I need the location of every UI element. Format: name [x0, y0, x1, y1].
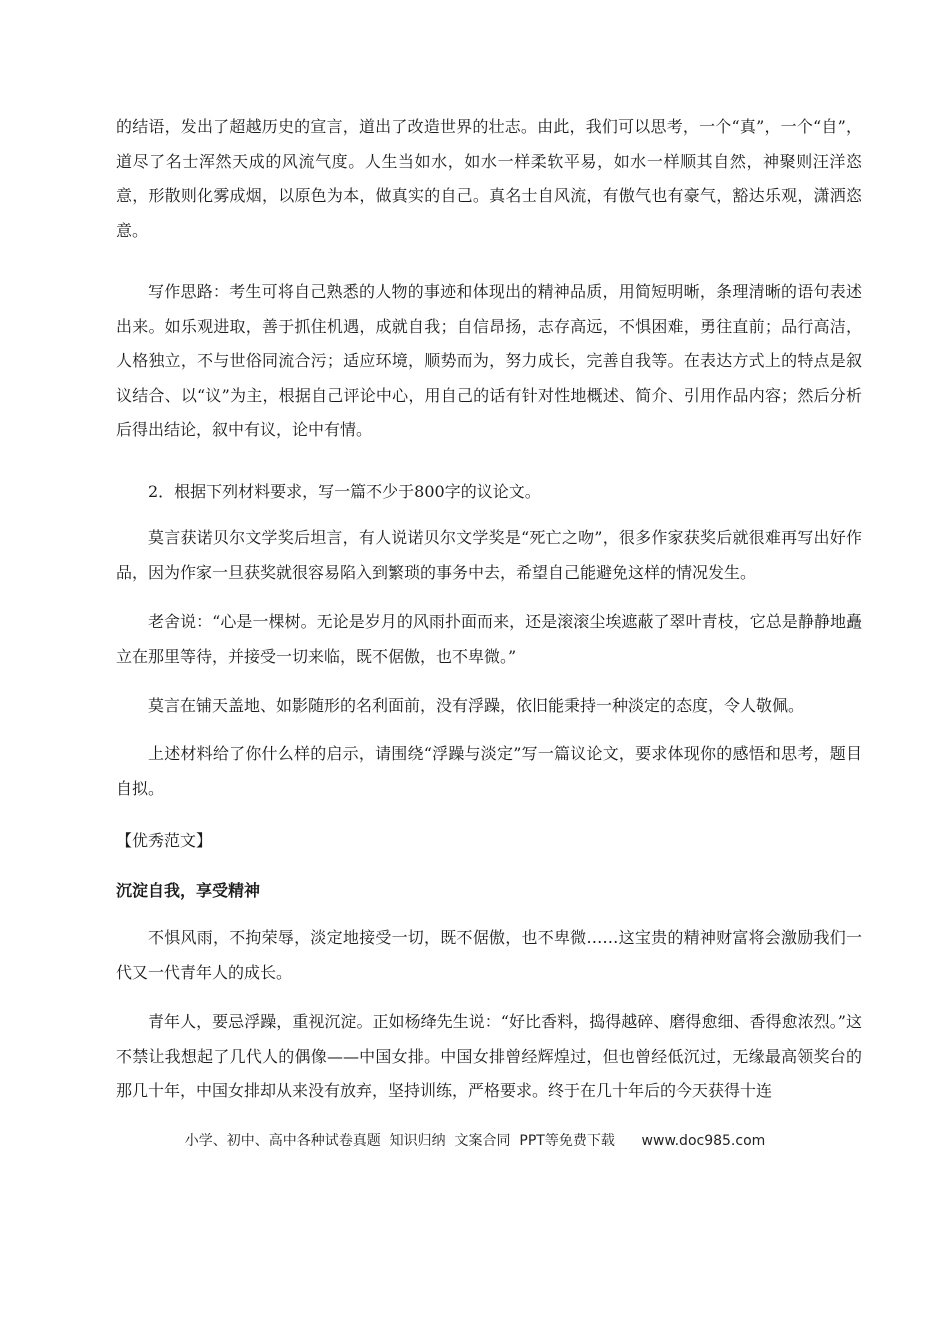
section-heading-excellent-essay: 【优秀范文】 [116, 831, 213, 850]
writing-requirement: 上述材料给了你什么样的启示，请围绕“浮躁与淡定”写一篇议论文，要求体现你的感悟和思考，题目自拟。 [116, 744, 862, 798]
paragraph-writing-approach: 写作思路：考生可将自己熟悉的人物的事迹和体现出的精神品质，用简短明晰，条理清晰的语句表述出来。如乐观进取，善于抓住机遇，成就自我；自信昂扬，志存高远，不惧困难，勇往直前；品行高洁，人格独立，不与世俗同流合污；适应环境，顺势而为，努力成长，完善自我等。在表达方式上的特点是叙议结合、以“议”为主，根据自己评论中心，用自己的话有针对性地概述、简介、引用作品内容；然后分析后得出结论，叙中有议，论中有情。 [116, 282, 862, 439]
material-moyan-attitude: 莫言在铺天盖地、如影随形的名利面前，没有浮躁，依旧能秉持一种淡定的态度，令人敬佩。 [148, 696, 805, 715]
essay-paragraph-1: 不惧风雨，不拘荣辱，淡定地接受一切，既不倨傲，也不卑微……这宝贵的精神财富将会激励我们一代又一代青年人的成长。 [116, 928, 862, 982]
page-footer: 小学、初中、高中各种试卷真题 知识归纳 文案合同 PPT等免费下载 www.doc985.com [184, 1133, 766, 1149]
paragraph-continuation: 的结语，发出了超越历史的宣言，道出了改造世界的壮志。由此，我们可以思考，一个“真”，一个“自”，道尽了名士浑然天成的风流气度。人生当如水，如水一样柔软平易，如水一样顺其自然，神聚则汪洋恣意，形散则化雾成烟，以原色为本，做真实的自己。真名士自风流，有傲气也有豪气，豁达乐观，潇洒恣意。 [116, 117, 862, 240]
material-moyan: 莫言获诺贝尔文学奖后坦言，有人说诺贝尔文学奖是“死亡之吻”，很多作家获奖后就很难再写出好作品，因为作家一旦获奖就很容易陷入到繁琐的事务中去，希望自己能避免这样的情况发生。 [116, 528, 862, 582]
question-2-prompt: 2．根据下列材料要求，写一篇不少于800字的议论文。 [148, 482, 541, 501]
material-laoshe: 老舍说：“心是一棵树。无论是岁月的风雨扑面而来，还是滚滚尘埃遮蔽了翠叶青枝，它总是静静地矗立在那里等待，并接受一切来临，既不倨傲，也不卑微。” [116, 612, 862, 666]
essay-paragraph-2: 青年人，要忌浮躁，重视沉淀。正如杨绛先生说：“好比香料，捣得越碎、磨得愈细、香得愈浓烈。”这不禁让我想起了几代人的偶像——中国女排。中国女排曾经辉煌过，但也曾经低沉过，无缘最高领奖台的那几十年，中国女排却从来没有放弃，坚持训练，严格要求。终于在几十年后的今天获得十连 [116, 1012, 862, 1100]
essay-title: 沉淀自我，享受精神 [116, 881, 261, 900]
